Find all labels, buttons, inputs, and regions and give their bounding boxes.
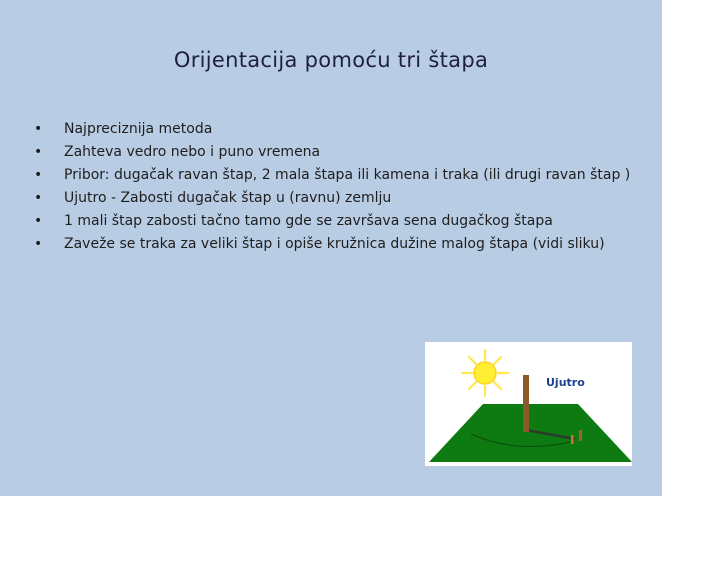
small-stick [571, 435, 574, 444]
bullet-item: • Zahteva vedro nebo i puno vremena [30, 143, 640, 162]
illustration [425, 342, 632, 466]
ground-plane [429, 404, 632, 462]
bullet-item: • Pribor: dugačak ravan štap, 2 mala štapa ili kamena i traka (ili drugi ravan štap ) [30, 166, 640, 185]
small-stick [579, 430, 582, 441]
picture-label: Ujutro [546, 376, 585, 389]
bullet-item: • Ujutro - Zabosti dugačak štap u (ravnu) zemlju [30, 189, 640, 208]
bullet-list [30, 120, 640, 258]
illustration-drawing [425, 342, 632, 466]
bullet-item: • Najpreciznija metoda [30, 120, 640, 139]
bullet-item: • Zaveže se traka za veliki štap i opiše kružnica dužine malog štapa (vidi sliku) [30, 235, 640, 254]
tall-stick [523, 375, 529, 432]
bullet-item: • 1 mali štap zabosti tačno tamo gde se završava sena dugačkog štapa [30, 212, 640, 231]
slide-title: Orijentacija pomoću tri štapa [173, 48, 489, 72]
sun-icon [462, 350, 508, 396]
